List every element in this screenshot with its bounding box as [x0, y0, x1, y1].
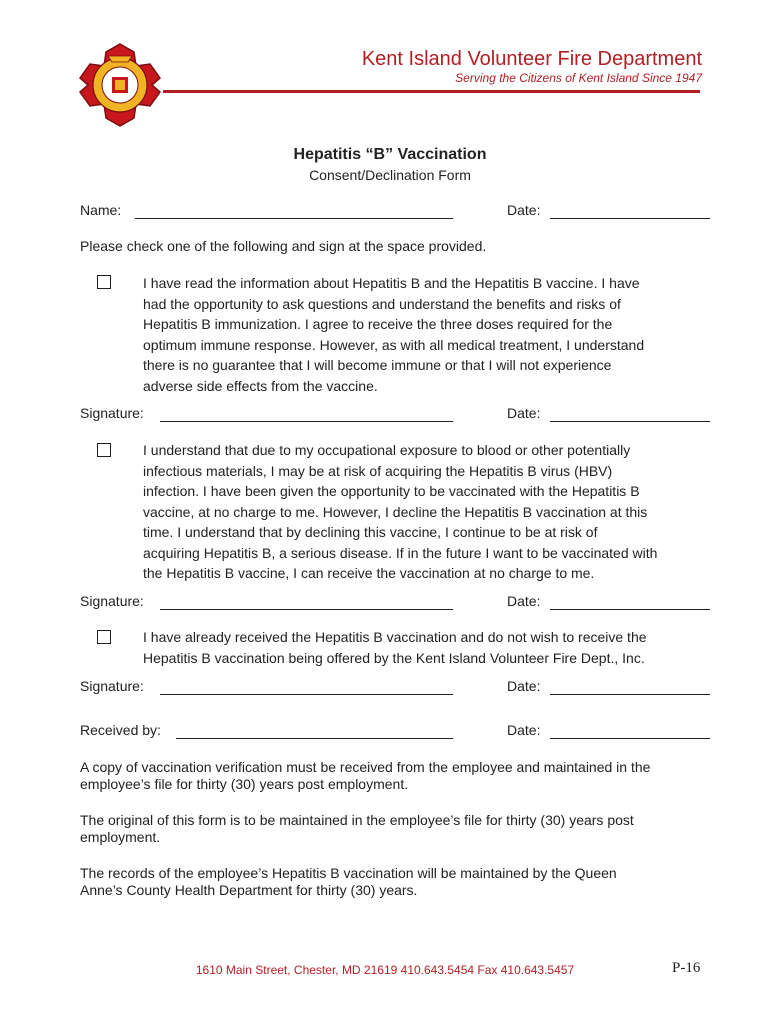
received-date-field[interactable]: [550, 738, 710, 739]
organization-name: Kent Island Volunteer Fire Department: [361, 48, 702, 70]
records-note: The records of the employee’s Hepatitis B vaccination will be maintained by the Queen Anne’s County Health Department for thirty (30) years.: [80, 865, 617, 898]
decline-signature-label: Signature:: [80, 593, 144, 609]
name-field[interactable]: [135, 218, 453, 219]
decline-date-label: Date:: [507, 593, 541, 609]
consent-statement: I have read the information about Hepatitis B and the Hepatitis B vaccine. I have had the opportunity to ask questions and understand the benefits and risks of Hepatitis B immunization. I agree to receive the three doses required for the optimum immune response. However, as with all medical treatment, I understand there is no guarantee that I will become immune or that I will not experience adverse side effects from the vaccine.: [143, 275, 645, 394]
footer-address: 1610 Main Street, Chester, MD 21619 410.643.5454 Fax 410.643.5457: [195, 963, 575, 977]
fire-department-logo: [78, 42, 162, 128]
already-vaccinated-statement: I have already received the Hepatitis B vaccination and do not wish to receive the Hepatitis B vaccination being offered by the Kent Island Volunteer Fire Dept., Inc.: [143, 629, 647, 666]
received-by-field[interactable]: [176, 738, 453, 739]
verification-note: A copy of vaccination verification must be received from the employee and maintained in the employee’s file for thirty (30) years post employment.: [80, 759, 651, 792]
received-by-label: Received by:: [80, 722, 161, 738]
consent-signature-label: Signature:: [80, 405, 144, 421]
name-date-field[interactable]: [550, 218, 710, 219]
already-vaccinated-date-label: Date:: [507, 678, 541, 694]
original-form-note: The original of this form is to be maintained in the employee’s file for thirty (30) years post employment.: [80, 812, 634, 845]
decline-checkbox[interactable]: [97, 443, 111, 457]
consent-checkbox[interactable]: [97, 275, 111, 289]
consent-date-label: Date:: [507, 405, 541, 421]
form-title: Hepatitis “B” Vaccination: [293, 146, 487, 163]
instruction-text: Please check one of the following and sign at the space provided.: [80, 238, 487, 254]
consent-signature-field[interactable]: [160, 421, 453, 422]
decline-signature-field[interactable]: [160, 609, 453, 610]
already-vaccinated-signature-field[interactable]: [160, 694, 453, 695]
name-label: Name:: [80, 202, 122, 218]
maltese-cross-icon: [78, 42, 162, 128]
already-vaccinated-checkbox[interactable]: [97, 630, 111, 644]
form-subtitle: Consent/Declination Form: [309, 167, 471, 183]
header-divider: [163, 90, 700, 93]
received-date-label: Date:: [507, 722, 541, 738]
name-date-label: Date:: [507, 202, 541, 218]
already-vaccinated-signature-label: Signature:: [80, 678, 144, 694]
organization-tagline: Serving the Citizens of Kent Island Since 1947: [455, 71, 702, 85]
decline-date-field[interactable]: [550, 609, 710, 610]
page-number: P-16: [672, 960, 701, 976]
consent-date-field[interactable]: [550, 421, 710, 422]
declination-statement: I understand that due to my occupational exposure to blood or other potentially infectious materials, I may be at risk of acquiring the Hepatitis B virus (HBV) infection. I have been given the opportunity to be vaccinated with the Hepatitis B vaccine, at no charge to me. However, I decline the Hepatitis B vaccination at this time. I understand that by declining this vaccine, I continue to be at risk of acquiring Hepatitis B, a serious disease. If in the future I want to be vaccinated with the Hepatitis B vaccine, I can receive the vaccination at no charge to me.: [143, 442, 658, 581]
already-vaccinated-date-field[interactable]: [550, 694, 710, 695]
